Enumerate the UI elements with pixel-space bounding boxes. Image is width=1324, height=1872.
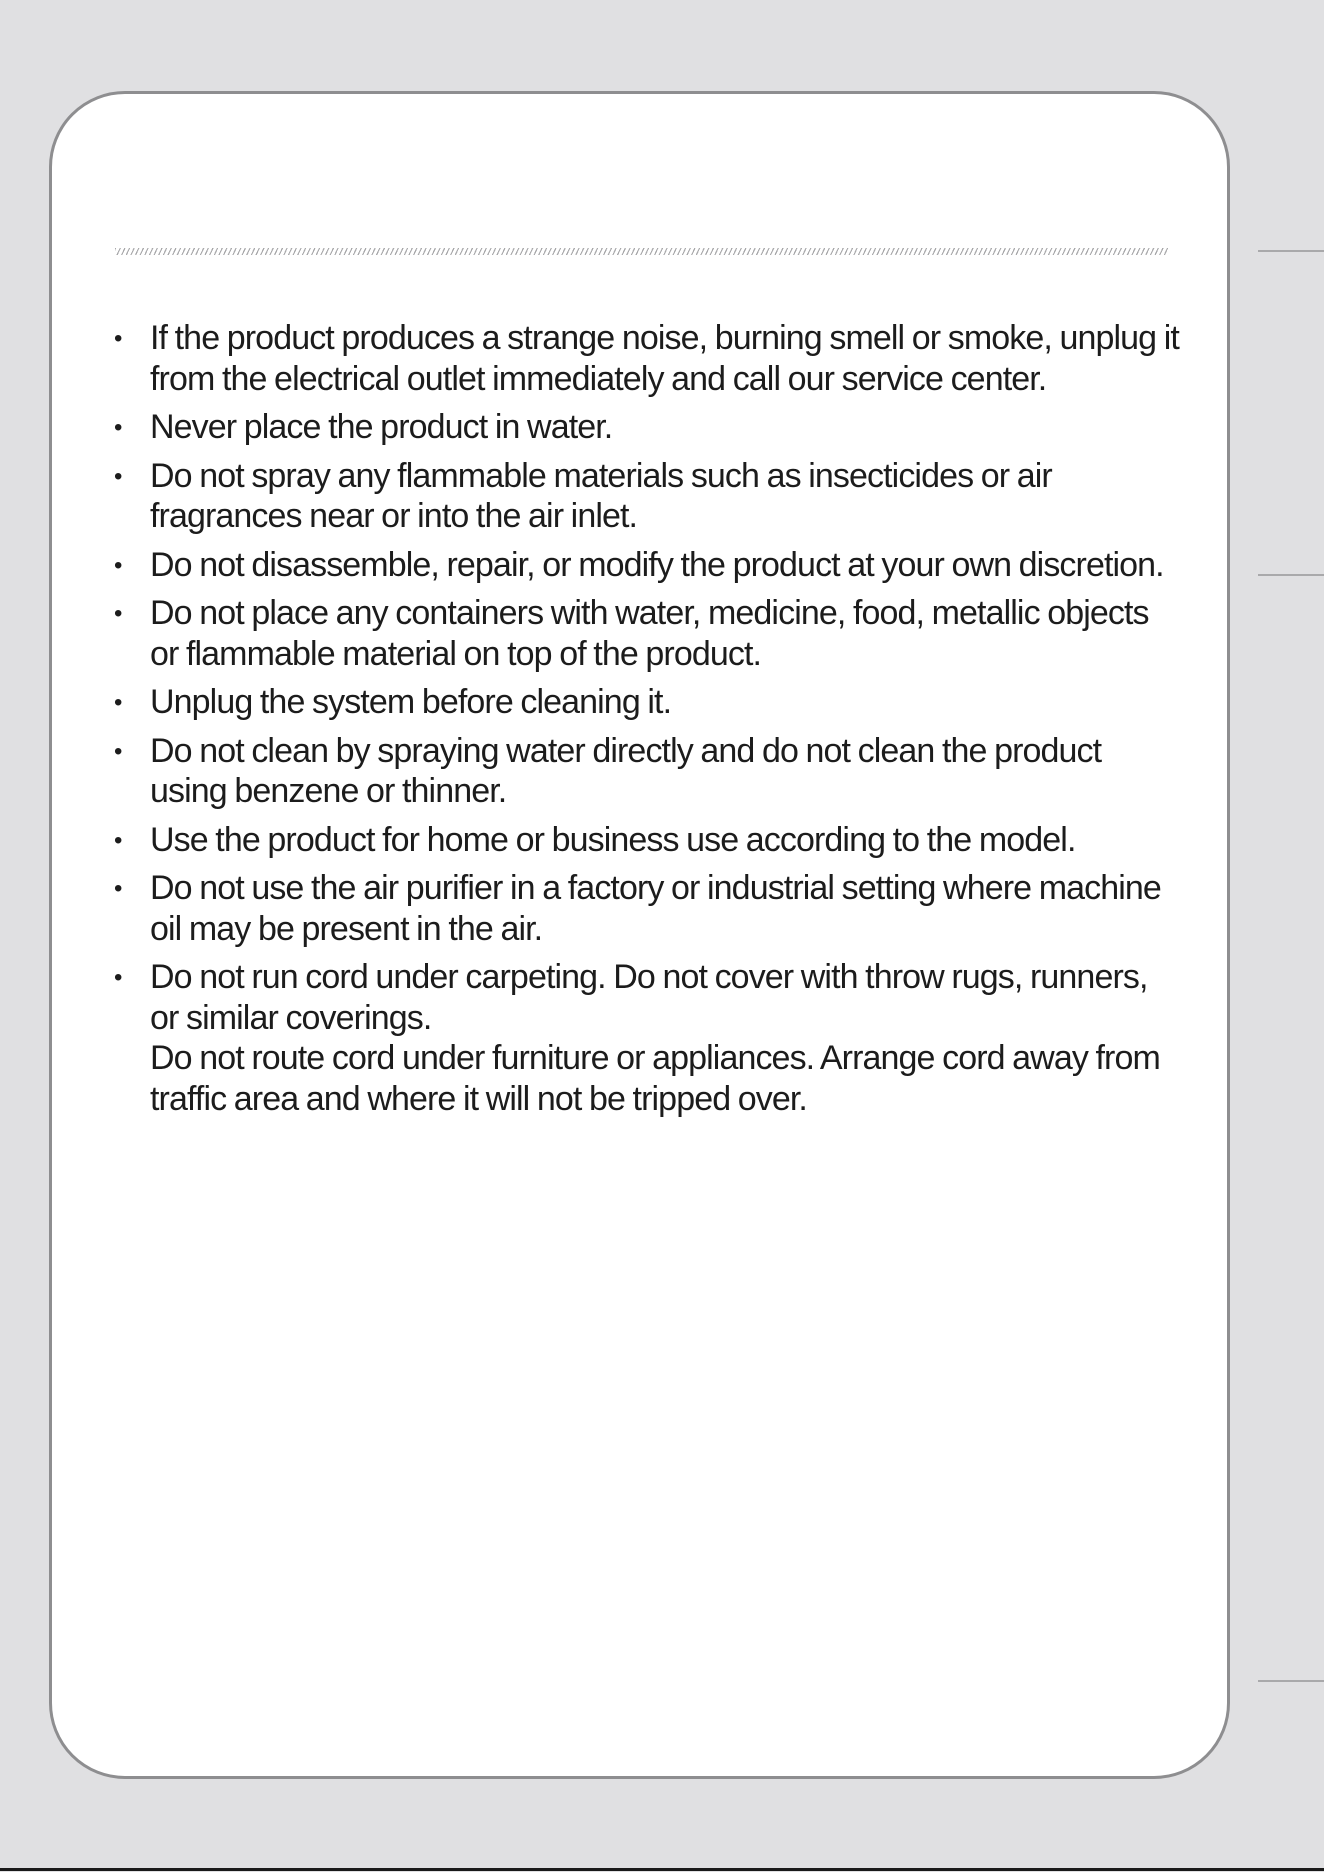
side-tab-marker (1258, 574, 1324, 576)
bullet-icon: • (114, 600, 122, 627)
warning-item (112, 731, 1182, 812)
bullet-icon: • (114, 964, 122, 991)
bullet-icon: • (114, 689, 122, 716)
warning-item (112, 593, 1182, 674)
warning-text: Do not run cord under carpeting. Do not cover with throw rugs, runners, or similar coverings. (150, 958, 1148, 1037)
side-tab-marker (1258, 250, 1324, 252)
hatched-divider (115, 248, 1168, 255)
warning-text: Use the product for home or business use according to the model. (150, 820, 1076, 859)
warning-text: Do not clean by spraying water directly and do not clean the product using benzene or thinner. (150, 731, 1102, 810)
warning-item (112, 545, 1182, 586)
warning-item (112, 868, 1182, 949)
bullet-icon: • (114, 325, 122, 352)
warning-text: Do not use the air purifier in a factory or industrial setting where machine oil may be present in the air. (150, 869, 1161, 948)
warning-item (112, 682, 1182, 723)
bullet-icon: • (114, 462, 122, 490)
warning-item (112, 957, 1182, 1119)
warning-item (112, 407, 1182, 448)
warning-text: Never place the product in water. (150, 408, 613, 446)
warning-text: If the product produces a strange noise, burning smell or smoke, unplug it from the electrical outlet immediately and call our service center. (150, 319, 1179, 398)
safety-warning-list (112, 318, 1182, 1127)
warning-text-continued: Do not route cord under furniture or appliances. Arrange cord away from traffic area and where it will not be tripped over. (150, 1039, 1160, 1118)
bullet-icon: • (114, 737, 122, 765)
warning-text: Unplug the system before cleaning it. (150, 683, 672, 721)
bullet-icon: • (114, 414, 122, 441)
warning-item (112, 318, 1182, 399)
bottom-rule (0, 1868, 1324, 1871)
bullet-icon: • (114, 875, 122, 902)
bullet-icon: • (114, 551, 122, 579)
warning-text: Do not spray any flammable materials such as insecticides or air fragrances near or into the air inlet. (150, 456, 1052, 535)
warning-item (112, 456, 1182, 537)
bullet-icon: • (114, 826, 122, 854)
warning-text: Do not disassemble, repair, or modify the product at your own discretion. (150, 545, 1164, 584)
side-tab-marker (1258, 1680, 1324, 1682)
warning-text: Do not place any containers with water, medicine, food, metallic objects or flammable material on top of the product. (150, 594, 1149, 673)
warning-item (112, 820, 1182, 861)
